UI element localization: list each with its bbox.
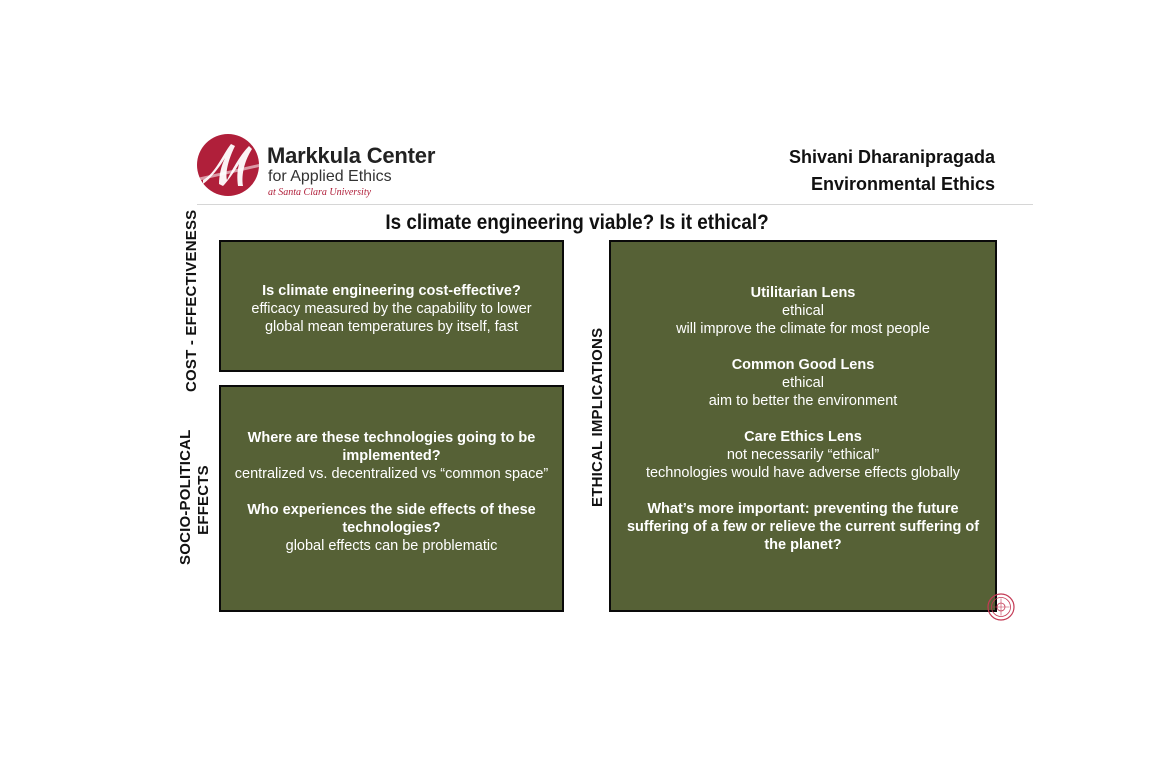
cost-line1: efficacy measured by the capability to lower [251,301,532,317]
common-text: aim to better the environment [708,393,898,409]
socio-q2-text: global effects can be problematic [285,538,498,554]
label-socio-line2: EFFECTS [195,465,212,535]
common-heading: Common Good Lens [731,357,875,373]
cost-line2: global mean temperatures by itself, fast [264,319,519,335]
socio-q1-text: centralized vs. decentralized vs “common space” [234,466,549,482]
socio-q1-line1: Where are these technologies going to be [247,430,536,446]
label-socio-political [177,429,213,565]
university-seal-icon [987,593,1015,621]
label-ethical-text: ETHICAL IMPLICATIONS [589,327,606,507]
logo-university: at Santa Clara University [268,187,372,198]
label-cost-effectiveness [183,209,201,392]
util-verdict: ethical [782,303,824,319]
author-block [789,144,995,198]
cost-heading: Is climate engineering cost-effective? [262,283,521,299]
final-question-line3: the planet? [764,537,842,553]
common-verdict: ethical [782,375,824,391]
markkula-emblem-icon [197,134,259,196]
care-text: technologies would have adverse effects globally [645,465,961,481]
label-socio-line1: SOCIO-POLITICAL [177,429,194,565]
socio-q1-line2: implemented? [342,448,441,464]
final-question-line2: suffering of a few or relieve the current suffering of [626,519,980,535]
socio-political-box [219,385,564,612]
header-divider [197,204,1033,205]
markkula-logo [197,134,467,202]
socio-q2-line2: technologies? [342,520,441,536]
care-verdict: not necessarily “ethical” [726,447,880,463]
course-name: Environmental Ethics [810,174,995,194]
logo-subtitle: for Applied Ethics [268,168,392,185]
socio-q2-line1: Who experiences the side effects of these [247,502,536,518]
cost-effectiveness-box [219,240,564,372]
page-title: Is climate engineering viable? Is it ethical? [385,211,769,234]
util-text: will improve the climate for most people [676,321,930,337]
care-heading: Care Ethics Lens [744,429,862,445]
ethical-implications-box [609,240,997,612]
final-question-line1: What’s more important: preventing the future [647,501,959,517]
label-ethical-implications [589,327,607,507]
util-heading: Utilitarian Lens [750,285,856,301]
label-cost-text: COST - EFFECTIVENESS [183,209,200,392]
author-name: Shivani Dharanipragada [788,147,995,167]
logo-name: Markkula Center [267,143,436,168]
